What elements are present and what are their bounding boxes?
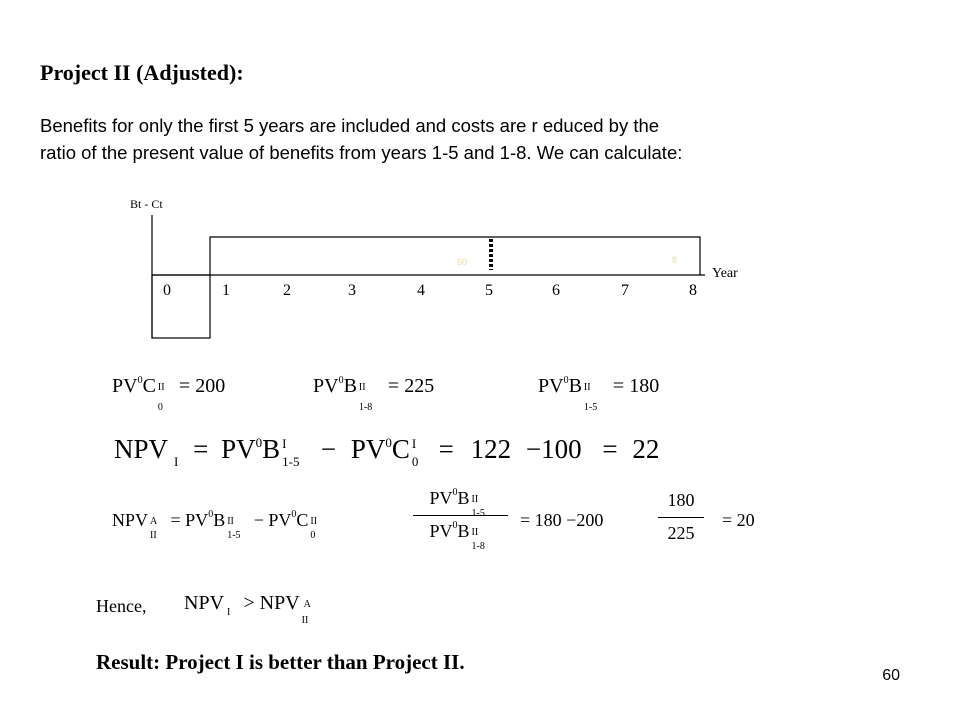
equation-pv-cost: $PV^0C$ II 0 = 200 <box>112 375 226 413</box>
result-statement: Result: Project I is better than Project II. <box>96 650 465 674</box>
year-tick-5: 5 <box>485 282 493 299</box>
comparison-inequality: NPV $_I$ > NPV A II <box>184 592 311 626</box>
hence-label: Hence, <box>96 596 147 616</box>
equation-npv2-result: = 20 <box>722 510 755 530</box>
intro-line-1: Benefits for only the first 5 years are included and costs are r educed by the <box>40 115 660 136</box>
intro-line-2: ratio of the present value of benefits from years 1-5 and 1-8. We can calculate: <box>40 142 683 163</box>
equation-pv-benefit-1-8: $PV^0B$ II 1-8 = 225 <box>313 375 435 413</box>
equation-npv-project-2-adjusted: NPV A II = $PV^0B$ II 1-5 − $PV^0C$ II 0 <box>112 509 318 541</box>
year-tick-2: 2 <box>283 282 291 299</box>
y-axis-label: Bt - Ct <box>130 197 163 211</box>
ratio-denominator: 225 <box>667 523 695 543</box>
fraction-benefit-ratio <box>413 487 508 552</box>
x-axis-label: Year <box>712 266 738 281</box>
equation-npv-project-1: NPV $_I = PV^0B$ I 1-5 − $PV^0C$ I 0 = 122 −100 = 22 <box>114 434 660 469</box>
year-tick-1: 1 <box>222 282 230 299</box>
year-tick-0: 0 <box>163 282 171 299</box>
equation-npv2-values: = 180 −200 <box>520 510 604 530</box>
fraction-value-ratio <box>658 490 704 544</box>
intro-paragraph <box>40 112 840 166</box>
slide-title: Project II (Adjusted): <box>40 60 244 85</box>
year0-cost-bar <box>152 275 210 338</box>
year-tick-8: 8 <box>689 282 697 299</box>
fraction-bar <box>413 515 508 516</box>
year-tick-3: 3 <box>348 282 356 299</box>
year-tick-6: 6 <box>552 282 560 299</box>
year-tick-4: 4 <box>417 282 425 299</box>
ratio-bar <box>658 517 704 518</box>
faint-mark-right: 8 <box>672 255 678 265</box>
fraction-denominator: $PV^0B$ II 1-8 <box>429 520 485 552</box>
fraction-numerator: $PV^0B$ II 1-5 <box>429 487 485 519</box>
ratio-numerator: 180 <box>667 490 695 510</box>
benefit-bar <box>210 237 700 275</box>
year-tick-7: 7 <box>621 282 629 299</box>
faint-mark-left: 60 <box>457 257 468 267</box>
slide-number: 60 <box>882 667 900 684</box>
cash-flow-diagram <box>100 185 760 350</box>
equation-pv-benefit-1-5: $PV^0B$ II 1-5 = 180 <box>538 375 660 413</box>
